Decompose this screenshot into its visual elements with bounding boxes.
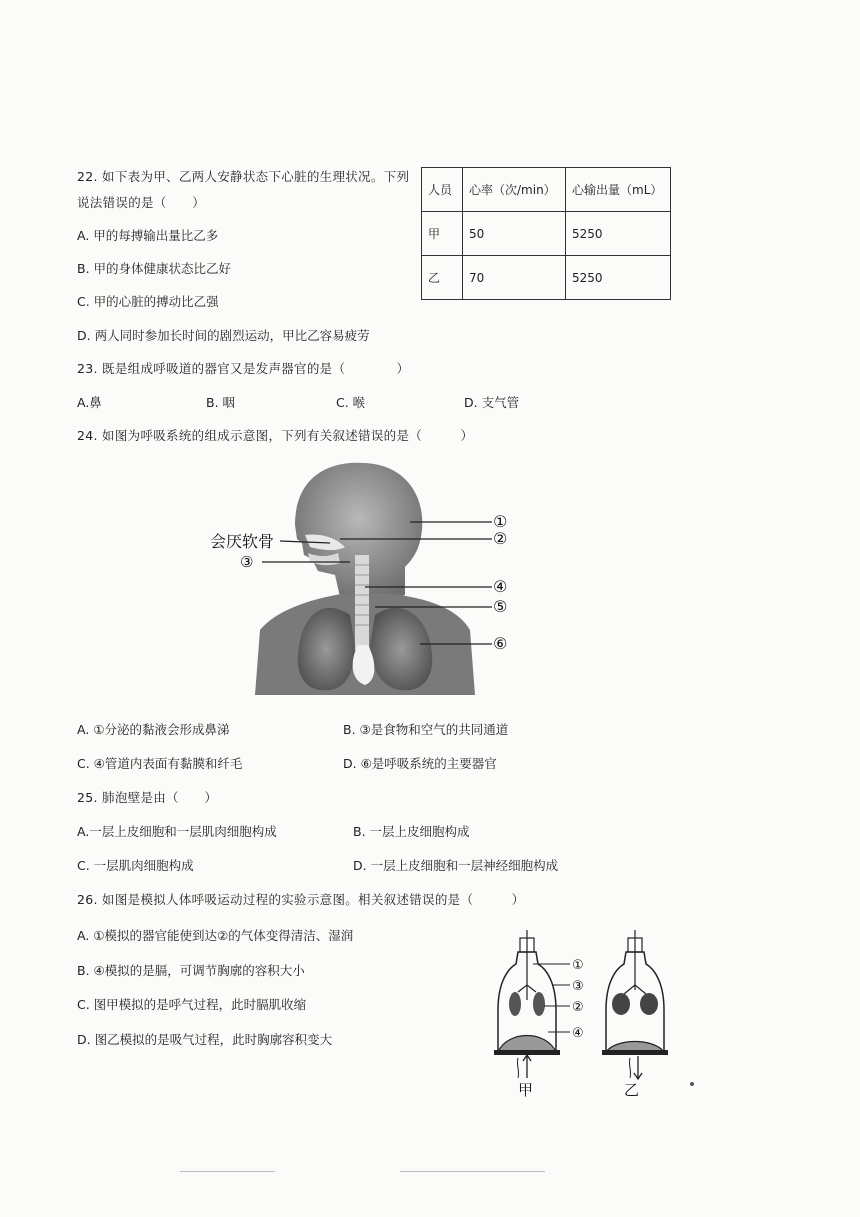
q23-option-a: A.鼻 [77,395,102,410]
breathing-model-figure [488,930,678,1100]
q22-stem-line2: 说法错误的是（ ） [77,195,206,210]
table-header-cell: 心率（次/min） [463,168,566,212]
table-cell: 乙 [422,256,463,300]
respiratory-system-figure [200,455,530,700]
q26-option-a: A. ①模拟的器官能使到达②的气体变得清洁、湿润 [77,928,354,943]
q25-option-d: D. 一层上皮细胞和一层神经细胞构成 [353,858,559,873]
label-1: ① [493,512,508,531]
q24-option-a: A. ①分泌的黏液会形成鼻涕 [77,722,230,737]
heart-data-table [421,167,671,300]
table-cell: 5250 [566,212,671,256]
table-header-cell: 心输出量（mL） [566,168,671,212]
table-cell: 5250 [566,256,671,300]
q22-stem-line1: 22. 如下表为甲、乙两人安静状态下心脏的生理状况。下列 [77,169,410,184]
q22-option-a: A. 甲的每搏输出量比乙多 [77,228,219,243]
table-cell: 50 [463,212,566,256]
q22-option-c: C. 甲的心脏的搏动比乙强 [77,294,219,309]
model-label-1: ① [572,958,584,973]
q23-option-d: D. 支气管 [464,395,520,410]
table-cell: 70 [463,256,566,300]
q24-option-c: C. ④管道内表面有黏膜和纤毛 [77,756,243,771]
q25-option-b: B. 一层上皮细胞构成 [353,824,470,839]
model-label-4: ④ [572,1026,584,1041]
q25-option-c: C. 一层肌肉细胞构成 [77,858,194,873]
q26-option-b: B. ④模拟的是膈，可调节胸廓的容积大小 [77,963,305,978]
jar-yi [602,930,668,1079]
q24-option-d: D. ⑥是呼吸系统的主要器官 [343,756,497,771]
q23-stem: 23. 既是组成呼吸道的器官又是发声器官的是（ ） [77,361,410,376]
q23-option-b: B. 咽 [206,395,236,410]
q22-option-b: B. 甲的身体健康状态比乙好 [77,261,232,276]
epiglottis-label: 会厌软骨 [210,532,275,551]
model-label-2: ② [572,1000,584,1015]
label-2: ② [493,529,508,548]
table-header-row [422,168,671,212]
label-5: ⑤ [493,597,508,616]
scan-artifact [400,1171,545,1172]
label-4: ④ [493,577,508,596]
table-row [422,212,671,256]
q25-stem: 25. 肺泡壁是由（ ） [77,790,218,805]
q22-option-d: D. 两人同时参加长时间的剧烈运动，甲比乙容易疲劳 [77,328,370,343]
label-3: ③ [240,553,254,571]
scan-artifact [690,1082,694,1086]
jar-jia [494,930,560,1078]
label-6: ⑥ [493,634,508,653]
q26-option-c: C. 图甲模拟的是呼气过程，此时膈肌收缩 [77,997,307,1012]
q26-stem: 26. 如图是模拟人体呼吸运动过程的实验示意图。相关叙述错误的是（ ） [77,892,525,907]
scan-artifact [180,1171,275,1172]
q24-stem: 24. 如图为呼吸系统的组成示意图，下列有关叙述错误的是（ ） [77,428,474,443]
table-row [422,256,671,300]
q24-option-b: B. ③是食物和空气的共同通道 [343,722,509,737]
q23-option-c: C. 喉 [336,395,366,410]
jar-yi-label: 乙 [624,1081,640,1099]
q26-option-d: D. 图乙模拟的是吸气过程，此时胸廓容积变大 [77,1032,333,1047]
table-cell: 甲 [422,212,463,256]
model-label-3: ③ [572,979,584,994]
table-header-cell: 人员 [422,168,463,212]
jar-jia-label: 甲 [518,1081,534,1099]
q25-option-a: A.一层上皮细胞和一层肌肉细胞构成 [77,824,277,839]
